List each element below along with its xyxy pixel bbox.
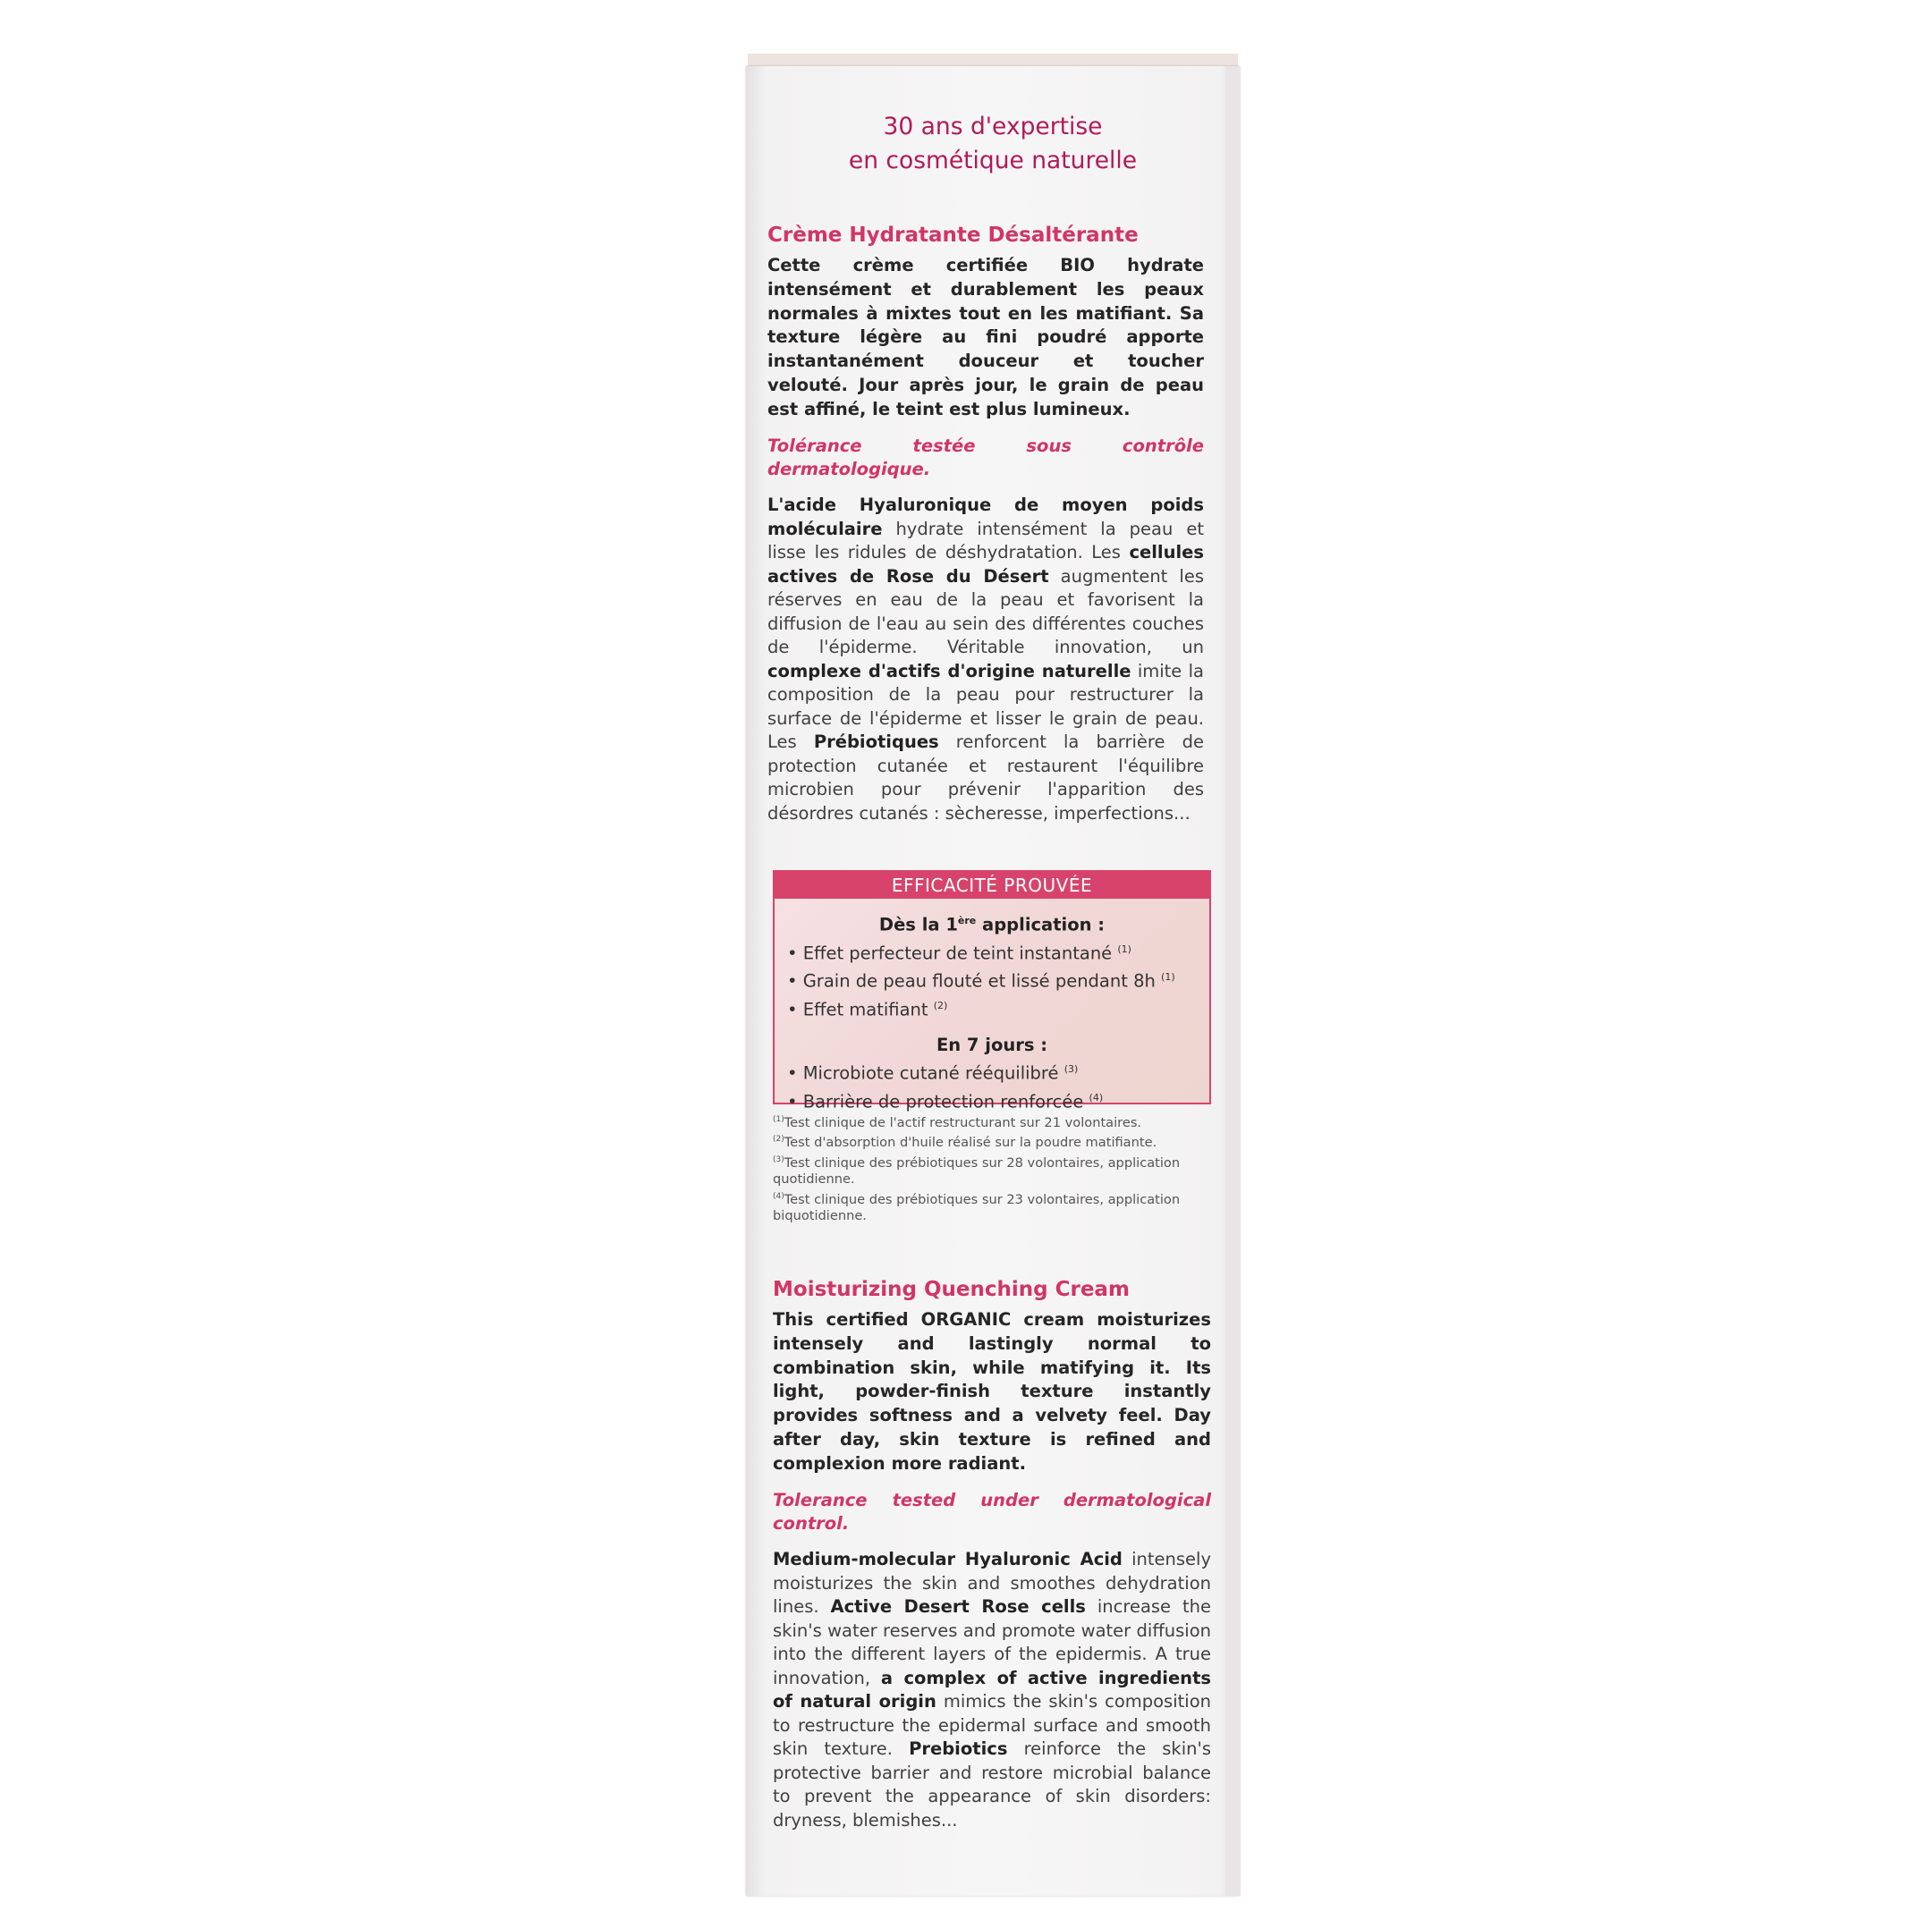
efficacy-item: • Microbiote cutané rééquilibré $^{(3)}$ xyxy=(787,1062,1079,1084)
en-body-b1: Medium-molecular Hyaluronic Acid xyxy=(773,1549,1123,1570)
en-section xyxy=(773,1276,1211,1832)
en-body-b3: a complex of active ingredients of natural origin xyxy=(773,1667,1211,1712)
footnote: $^{(3)}$Test clinique des prébiotiques sur 28 volontaires, application quotidienne. xyxy=(773,1154,1181,1188)
fr-body-t4: renforcent la barrière de protection cutanée et restaurent l'équilibre microbien pour prévenir l'apparition des désordres cutanés : sècheresse, imperfections... xyxy=(767,731,1204,824)
efficacy-item: • Barrière de protection renforcée $^{(4)}$ xyxy=(787,1091,1104,1112)
efficacy-group1-prefix: Dès la 1 xyxy=(878,914,958,935)
en-body-t3: mimics the skin's composition to restructure the epidermal surface and smooth skin texture. xyxy=(773,1691,1211,1760)
footnote: $^{(1)}$Test clinique de l'actif restructurant sur 21 volontaires. xyxy=(773,1114,1142,1130)
efficacy-item: • Grain de peau flouté et lissé pendant 8h $^{(1)}$ xyxy=(787,970,1175,992)
fr-body-t3: imite la composition de la peau pour restructurer la surface de l'épiderme et lisser le grain de peau. Les xyxy=(767,660,1204,753)
footnotes xyxy=(773,1112,1211,1225)
efficacy-group2-title: En 7 jours : xyxy=(936,1035,1048,1055)
fr-body-b2: cellules actives de Rose du Désert xyxy=(767,542,1204,587)
fr-title: Crème Hydratante Désaltérante xyxy=(767,224,1139,247)
en-title: Moisturizing Quenching Cream xyxy=(773,1278,1130,1301)
tagline-line2: en cosmétique naturelle xyxy=(848,147,1138,174)
tagline xyxy=(746,110,1240,178)
fr-body-t1: hydrate intensément la peau et lisse les ridules de déshydratation. Les xyxy=(767,518,1204,563)
efficacy-item: • Effet matifiant $^{(2)}$ xyxy=(787,999,948,1019)
fr-section xyxy=(767,222,1204,825)
footnote: $^{(2)}$Test d'absorption d'huile réalisé sur la poudre matifiante. xyxy=(773,1135,1157,1151)
en-body-t1: intensely moisturizes the skin and smoothes dehydration lines. xyxy=(773,1549,1211,1618)
en-body xyxy=(773,1548,1211,1832)
efficacy-header: EFFICACITÉ PROUVÉE xyxy=(775,872,1209,899)
efficacy-item: • Effet perfecteur de teint instantané $^{(1)}$ xyxy=(787,943,1131,963)
en-lead: This certified ORGANIC cream moisturizes intensely and lastingly normal to combination skin, while matifying it. Its light, powder-finish texture instantly provides softness and a velvety feel. Day after day, skin texture is refined and complexion more radiant. xyxy=(773,1309,1211,1474)
efficacy-group1-suffix: application : xyxy=(976,914,1106,935)
efficacy-box xyxy=(773,870,1211,1112)
footnote: $^{(4)}$Test clinique des prébiotiques sur 23 volontaires, application biquotidienne. xyxy=(773,1191,1181,1224)
fr-lead: Cette crème certifiée BIO hydrate intensément et durablement les peaux normales à mixtes tout en les matifiant. Sa texture légère au fini poudré apporte instantanément douceur et toucher velouté. Jour après jour, le grain de peau est affiné, le teint est plus lumineux. xyxy=(767,255,1204,419)
fr-body-b1: L'acide Hyaluronique de moyen poids moléculaire xyxy=(767,495,1204,539)
efficacy-group1-title xyxy=(775,909,1209,937)
fr-body-t2: augmentent les réserves en eau de la peau et favorisent la diffusion de l'eau au sein des différentes couches de l'épiderme. Véritable innovation, un xyxy=(767,565,1205,658)
fr-body-b4: Prébiotiques xyxy=(813,731,939,753)
en-body-b4: Prebiotics xyxy=(909,1738,1008,1760)
box-side-edge xyxy=(1225,66,1240,1896)
en-body-b2: Active Desert Rose cells xyxy=(830,1596,1086,1618)
fr-tolerance: Tolérance testée sous contrôle dermatologique. xyxy=(767,435,1204,480)
en-tolerance: Tolerance tested under dermatological control. xyxy=(773,1489,1211,1535)
en-body-t4: reinforce the skin's protective barrier and restore microbial balance to prevent the appearance of skin disorders: dryness, blemishes... xyxy=(773,1738,1212,1831)
tagline-line1: 30 ans d'expertise xyxy=(883,113,1103,140)
en-body-t2: increase the skin's water reserves and promote water diffusion into the different layers of the epidermis. A true innovation, xyxy=(773,1596,1211,1688)
fr-body-b3: complexe d'actifs d'origine naturelle xyxy=(767,660,1131,681)
fr-body xyxy=(767,494,1204,825)
efficacy-group1-sup: ère xyxy=(957,915,977,926)
